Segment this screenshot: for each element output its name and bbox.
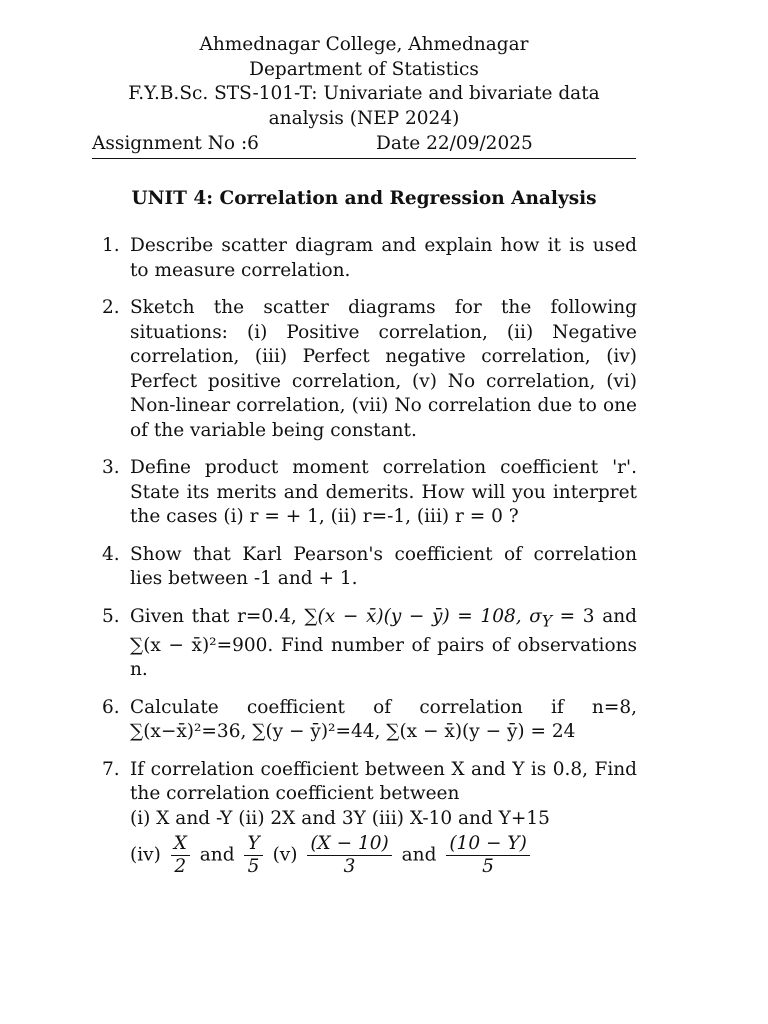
question-fraction-line: [130, 833, 637, 878]
question-4: [92, 543, 637, 592]
question-list: [92, 234, 637, 891]
unit-title: UNIT 4: Correlation and Regression Analysis: [131, 188, 597, 209]
question-number: 4.: [102, 543, 120, 565]
question-7: [92, 758, 637, 879]
question-number: 6.: [102, 696, 120, 718]
question-text-part: Given that r=0.4,: [130, 605, 305, 627]
question-number: 3.: [102, 457, 120, 478]
question-text-part: Calculate coefficient of correlation if n=8, ∑(x−x̄)²=36,: [130, 696, 637, 743]
assignment-date: Date 22/09/2025: [376, 133, 533, 154]
assignment-meta: [92, 132, 636, 157]
question-text-part: = 3 and: [552, 605, 637, 627]
question-text-part: ∑(y − ȳ)²=44, ∑(x − x̄)(y − ȳ) = 24: [252, 721, 576, 743]
college-name: Ahmednagar College, Ahmednagar: [199, 34, 529, 55]
question-text: Show that Karl Pearson's coefficient of correlation lies between -1 and + 1.: [130, 543, 637, 589]
question-text: Describe scatter diagram and explain how it is used to measure correlation.: [130, 235, 637, 281]
question-5: [92, 605, 637, 683]
department-name: Department of Statistics: [249, 58, 479, 80]
course-title-line2: analysis (NEP 2024): [268, 107, 460, 129]
question-number: 5.: [102, 605, 120, 627]
conjunction: and: [401, 844, 437, 866]
fraction-x-over-2: $\frac{X}{2}$: [171, 833, 190, 878]
question-subparts: (i) X and -Y (ii) 2X and 3Y (iii) X-10 and Y+15: [130, 807, 550, 829]
header-divider: [92, 158, 636, 159]
question-text: Define product moment correlation coefficient 'r'. State its merits and demerits. How will you interpret the cases (i) r = + 1, (ii) r=-1, (iii) r = 0 ?: [130, 457, 637, 527]
fraction-x-minus-10-over-3: $\frac{(X - 10)}{3}$: [307, 833, 391, 878]
question-number: 1.: [102, 235, 120, 256]
conjunction: and: [199, 844, 235, 866]
subpart-label: (iv): [130, 844, 161, 866]
subpart-label: (v): [272, 844, 298, 866]
fraction-10-minus-y-over-5: $\frac{(10 - Y)}{5}$: [446, 833, 529, 878]
question-text: If correlation coefficient between X and Y is 0.8, Find the correlation coefficient between: [130, 758, 637, 805]
sigma-subscript: Y: [541, 612, 553, 631]
assignment-number: Assignment No :6: [92, 133, 259, 154]
sum-expression: ∑(x − x̄)(y − ȳ) = 108, σ: [304, 605, 542, 627]
question-1: [92, 234, 637, 283]
question-text: Sketch the scatter diagrams for the following situations: (i) Positive correlation, (ii) Negative correlation, (iii) Perfect negative correlation, (iv) Perfect positive correlation, (v) No correlation, (vi) Non-linear correlation, (vii) No correlation due to one of the variable being constant.: [130, 297, 637, 441]
question-number: 2.: [102, 297, 120, 318]
course-title-line1: F.Y.B.Sc. STS-101-T: Univariate and bivariate data: [128, 83, 600, 104]
question-6: [92, 696, 637, 745]
fraction-y-over-5: $\frac{Y}{5}$: [244, 833, 262, 878]
question-2: [92, 296, 637, 443]
question-3: [92, 456, 637, 530]
document-header: [92, 33, 636, 131]
question-number: 7.: [102, 758, 120, 780]
sum-expression: ∑(x − x̄)²=900. Find number of pairs of observations n.: [130, 634, 637, 681]
